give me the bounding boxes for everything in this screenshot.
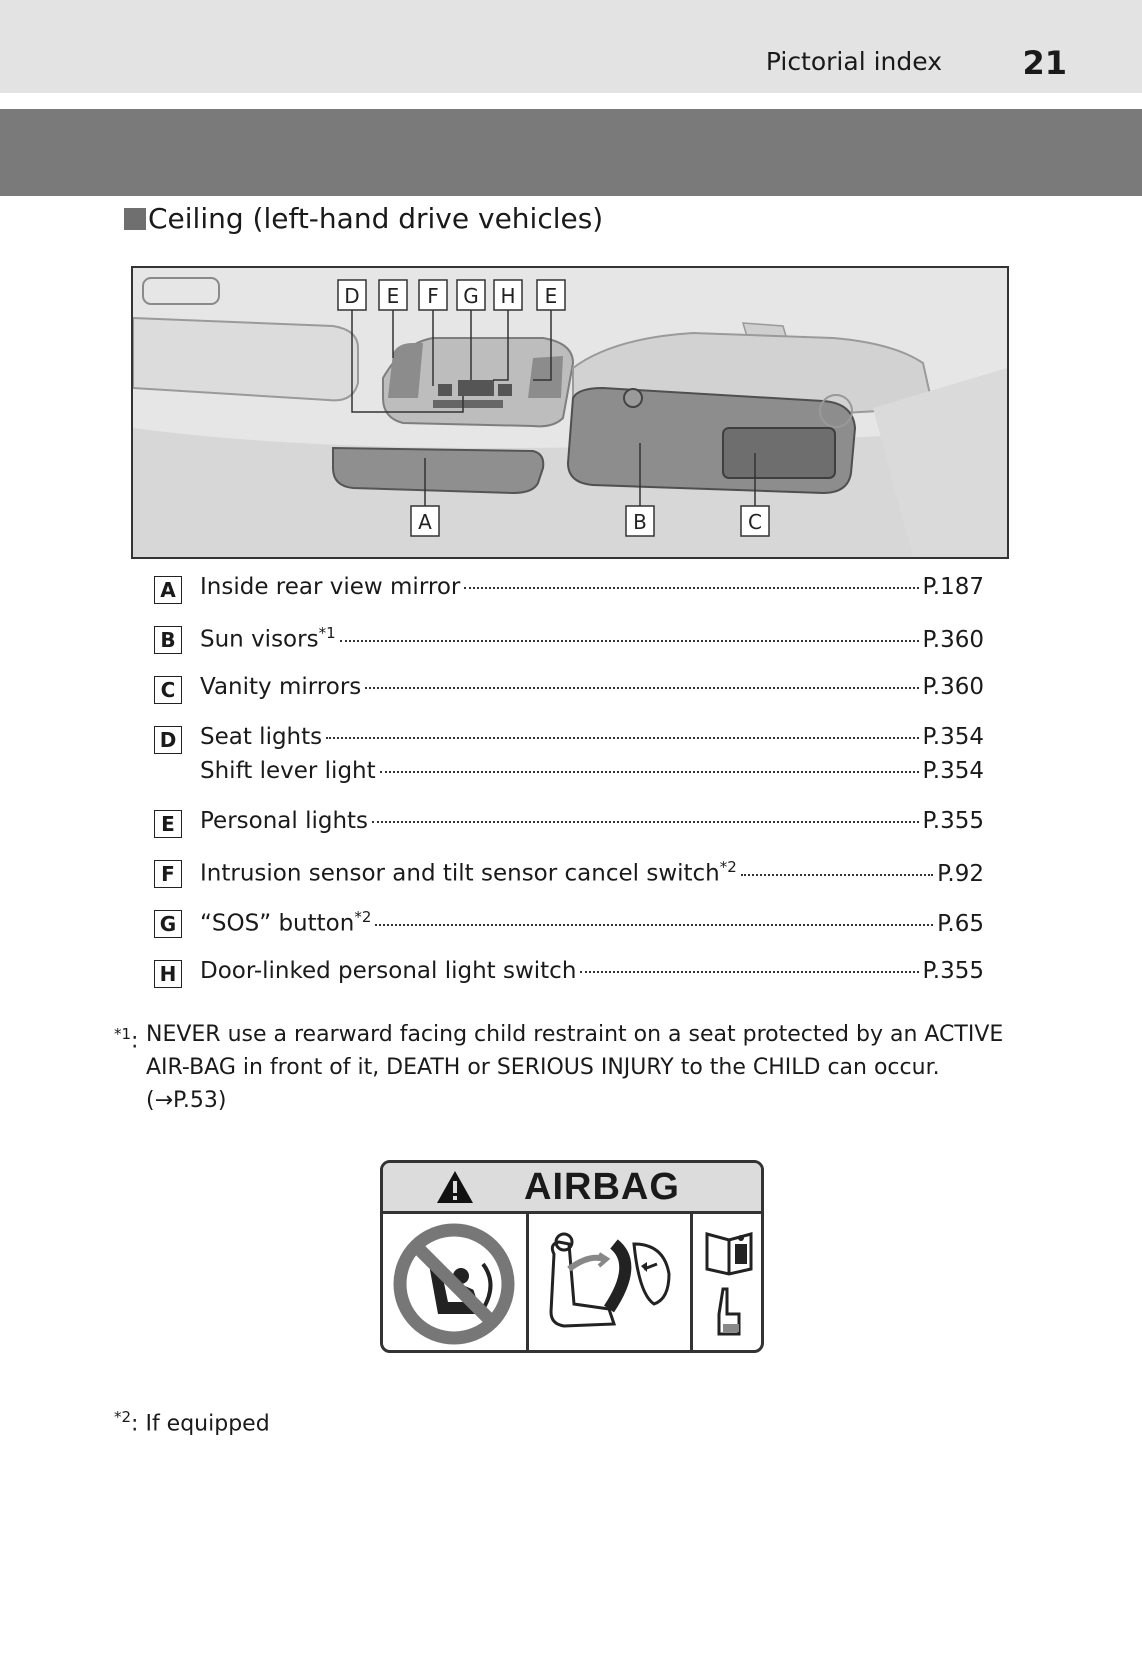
entry-label: Door-linked personal light switch — [200, 958, 577, 984]
footnote-2-text: : If equipped — [131, 1411, 270, 1437]
leader-dots — [380, 771, 919, 773]
callout-H: H — [500, 284, 516, 308]
entry-label: Vanity mirrors — [200, 674, 362, 700]
footnote-1 — [114, 1018, 1004, 1117]
entry — [200, 624, 984, 658]
section-band — [0, 109, 1142, 196]
callout-B: B — [633, 510, 647, 534]
entry-label: Shift lever light — [200, 758, 376, 784]
callout-F: F — [427, 284, 439, 308]
leader-dots — [580, 971, 918, 973]
footnote-marker: *2 — [719, 858, 737, 876]
leader-dots — [375, 924, 933, 926]
entry-page-ref[interactable]: P.360 — [922, 674, 984, 700]
footnote-1-mark: $^{*1}$: — [114, 1025, 139, 1054]
entry — [200, 958, 984, 992]
footnote-marker: *2 — [354, 908, 372, 926]
callout-A: A — [418, 510, 432, 534]
entry-page-ref[interactable]: P.92 — [937, 860, 984, 887]
page-number: 21 — [1022, 44, 1067, 82]
entry — [200, 808, 984, 842]
callout-C: C — [748, 510, 762, 534]
entry-label: “SOS” button$^{*2}$ — [200, 908, 372, 937]
entry-page-ref[interactable]: P.354 — [922, 758, 984, 784]
list-item — [154, 858, 984, 892]
entry — [200, 908, 984, 942]
leader-dots — [326, 737, 918, 739]
entry-label: Seat lights — [200, 724, 323, 750]
entry-page-ref[interactable]: P.360 — [922, 626, 984, 653]
item-letter: H — [154, 960, 182, 988]
airbag-label-header — [383, 1163, 761, 1214]
list-item — [154, 958, 984, 992]
list-item — [154, 674, 984, 708]
item-letter: G — [154, 910, 182, 938]
read-manual-cell — [693, 1214, 764, 1353]
entry-label: Intrusion sensor and tilt sensor cancel switch$^{*2}$ — [200, 858, 737, 887]
callout-E: E — [386, 284, 400, 308]
list-item — [154, 908, 984, 942]
callout-G: G — [463, 284, 479, 308]
entry-page-ref[interactable]: P.355 — [922, 808, 984, 834]
airbag-deploy-icon — [529, 1214, 690, 1353]
leader-dots — [464, 587, 918, 589]
section-square-icon — [124, 208, 146, 230]
list-item — [154, 574, 984, 608]
entry-label: Inside rear view mirror — [200, 574, 461, 600]
entry — [200, 574, 984, 608]
airbag-warning-label — [380, 1160, 764, 1353]
entry-page-ref[interactable]: P.354 — [922, 724, 984, 750]
entry — [200, 858, 984, 892]
item-letter: F — [154, 860, 182, 888]
warning-triangle-icon — [435, 1169, 475, 1205]
no-rear-facing-seat-cell — [383, 1214, 529, 1353]
footnote-marker: *1 — [318, 624, 336, 642]
entry-page-ref[interactable]: P.187 — [922, 574, 984, 600]
header-bar — [0, 0, 1142, 93]
leader-dots — [741, 874, 933, 876]
item-letter: A — [154, 576, 182, 604]
footnote-1-text: NEVER use a rearward facing child restraint on a seat protected by an ACTIVE AIR-BAG in front of it, DEATH or SERIOUS INJURY to the CHILD can occur. (→P.53) — [146, 1022, 1004, 1113]
item-letter: B — [154, 626, 182, 654]
item-letter: E — [154, 810, 182, 838]
no-child-seat-icon — [383, 1214, 526, 1353]
leader-dots — [372, 821, 918, 823]
ceiling-illustration — [131, 266, 1009, 559]
item-letter: D — [154, 726, 182, 754]
airbag-label-title: AIRBAG — [524, 1165, 680, 1208]
leader-dots — [340, 640, 919, 642]
footnote-2-mark: *2 — [114, 1408, 132, 1426]
footnote-2 — [114, 1408, 270, 1436]
list-item — [154, 624, 984, 658]
ceiling-illustration-svg — [133, 268, 1007, 557]
section-title-text: Ceiling (left-hand drive vehicles) — [148, 202, 604, 235]
entry-label: Personal lights — [200, 808, 369, 834]
entry — [200, 674, 984, 708]
item-letter: C — [154, 676, 182, 704]
list-item — [154, 724, 984, 792]
section-title — [124, 202, 603, 235]
airbag-deploy-cell — [529, 1214, 693, 1353]
entry-page-ref[interactable]: P.355 — [922, 958, 984, 984]
component-list — [154, 574, 984, 1008]
read-manual-icon — [693, 1214, 764, 1353]
leader-dots — [365, 687, 918, 689]
entry-page-ref[interactable]: P.65 — [937, 910, 984, 937]
callout-E-right: E — [544, 284, 558, 308]
entry — [200, 758, 984, 792]
entry-label: Sun visors$^{*1}$ — [200, 624, 336, 653]
list-item — [154, 808, 984, 842]
callout-D: D — [344, 284, 360, 308]
header-section-name: Pictorial index — [765, 47, 942, 76]
entry — [200, 724, 984, 758]
